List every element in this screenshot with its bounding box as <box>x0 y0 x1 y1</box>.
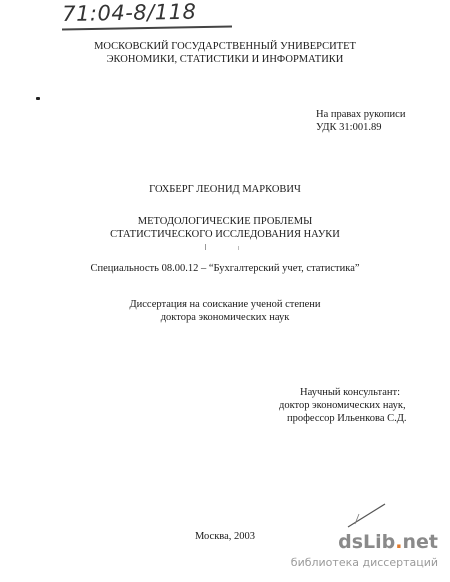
degree-line-1: Диссертация на соискание ученой степени <box>129 299 321 310</box>
title-line-1: МЕТОДОЛОГИЧЕСКИЕ ПРОБЛЕМЫ <box>137 216 313 227</box>
handwritten-underline <box>62 26 232 31</box>
watermark-logo <box>338 531 438 553</box>
scan-mark <box>205 244 206 250</box>
specialty-line: Специальность 08.00.12 – “Бухгалтерский учет, статистика” <box>90 263 360 274</box>
consultant-name: профессор Ильенкова С.Д. <box>287 413 407 424</box>
consultant-label: Научный консультант: <box>300 387 401 398</box>
university-line-1: МОСКОВСКИЙ ГОСУДАРСТВЕННЫЙ УНИВЕРСИТЕТ <box>94 41 356 52</box>
watermark-logo-ds: dsLib <box>338 531 396 553</box>
author-name: ГОХБЕРГ ЛЕОНИД МАРКОВИЧ <box>149 184 301 195</box>
rights-line: На правах рукописи <box>316 109 406 120</box>
city-year: Москва, 2003 <box>194 531 256 542</box>
consultant-degree: доктор экономических наук, <box>279 400 406 411</box>
degree-line-2: доктора экономических наук <box>160 312 290 323</box>
watermark-subtitle: библиотека диссертаций <box>290 556 438 569</box>
university-line-2: ЭКОНОМИКИ, СТАТИСТИКИ И ИНФОРМАТИКИ <box>106 54 344 65</box>
udc-line: УДК 31:001.89 <box>316 122 382 133</box>
title-line-2: СТАТИСТИЧЕСКОГО ИССЛЕДОВАНИЯ НАУКИ <box>110 229 340 240</box>
handwritten-code: 71:04-8/118 <box>62 0 197 26</box>
scan-mark <box>238 246 239 250</box>
pencil-stroke <box>345 500 390 530</box>
scan-speck <box>36 97 40 100</box>
watermark-logo-dot: . <box>395 531 403 553</box>
watermark-logo-net: net <box>402 531 438 553</box>
